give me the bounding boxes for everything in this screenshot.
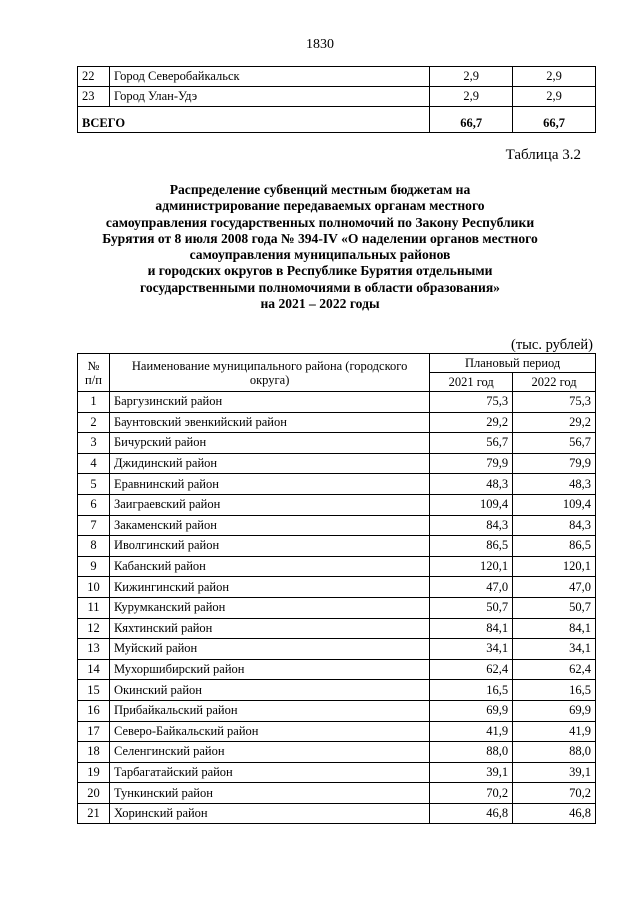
- row-2021: 46,8: [430, 803, 513, 824]
- row-name: Кижингинский район: [109, 577, 429, 598]
- row-2022: 84,3: [513, 515, 596, 536]
- table-row: [78, 474, 596, 495]
- row-2022: 56,7: [513, 433, 596, 454]
- row-number: 16: [78, 700, 110, 721]
- row-number: 19: [78, 762, 110, 783]
- row-2021: 50,7: [430, 597, 513, 618]
- row-2022: 29,2: [513, 412, 596, 433]
- row-number: 15: [78, 680, 110, 701]
- row-2021: 84,3: [430, 515, 513, 536]
- row-number: 11: [78, 597, 110, 618]
- row-2021: 47,0: [430, 577, 513, 598]
- table-row: [78, 700, 596, 721]
- row-2021: 2,9: [430, 67, 513, 87]
- row-number: 18: [78, 742, 110, 763]
- row-2022: 79,9: [513, 453, 596, 474]
- row-number: 23: [78, 87, 110, 107]
- row-name: Мухоршибирский район: [109, 659, 429, 680]
- table-row: [78, 742, 596, 763]
- header-period: Плановый период: [430, 354, 596, 373]
- row-2021: 34,1: [430, 639, 513, 660]
- row-name: Иволгинский район: [109, 536, 429, 557]
- row-name: Город Улан-Удэ: [109, 87, 429, 107]
- row-name: Северо-Байкальский район: [109, 721, 429, 742]
- table-row: [78, 536, 596, 557]
- units-label: (тыс. рублей): [511, 337, 593, 353]
- table-row: [78, 433, 596, 454]
- row-number: 6: [78, 494, 110, 515]
- row-number: 10: [78, 577, 110, 598]
- row-2021: 109,4: [430, 494, 513, 515]
- table-row: [78, 453, 596, 474]
- row-2021: 48,3: [430, 474, 513, 495]
- row-number: 9: [78, 556, 110, 577]
- row-name: Баунтовский эвенкийский район: [109, 412, 429, 433]
- row-2022: 62,4: [513, 659, 596, 680]
- row-2021: 2,9: [430, 87, 513, 107]
- row-number: 22: [78, 67, 110, 87]
- row-number: 14: [78, 659, 110, 680]
- subvention-table: [77, 353, 596, 824]
- title-line: самоуправления государственных полномочий по Закону Республики: [105, 214, 535, 230]
- row-name: Прибайкальский район: [109, 700, 429, 721]
- row-2022: 109,4: [513, 494, 596, 515]
- row-number: 2: [78, 412, 110, 433]
- row-name: Тарбагатайский район: [109, 762, 429, 783]
- row-2021: 69,9: [430, 700, 513, 721]
- row-2021: 70,2: [430, 783, 513, 804]
- row-name: Еравнинский район: [109, 474, 429, 495]
- row-2022: 2,9: [513, 67, 596, 87]
- row-name: Город Северобайкальск: [109, 67, 429, 87]
- row-number: 7: [78, 515, 110, 536]
- row-2021: 56,7: [430, 433, 513, 454]
- total-label: ВСЕГО: [78, 107, 430, 133]
- row-2022: 69,9: [513, 700, 596, 721]
- title-line: администрирование передаваемых органам местного: [155, 198, 485, 214]
- header-2022: 2022 год: [513, 373, 596, 392]
- table-label: Таблица 3.2: [505, 147, 581, 163]
- row-name: Окинский район: [109, 680, 429, 701]
- row-name: Хоринский район: [109, 803, 429, 824]
- row-number: 20: [78, 783, 110, 804]
- table-row: [78, 618, 596, 639]
- row-2022: 48,3: [513, 474, 596, 495]
- row-number: 8: [78, 536, 110, 557]
- table-row: [78, 67, 596, 87]
- row-name: Закаменский район: [109, 515, 429, 536]
- row-2022: 84,1: [513, 618, 596, 639]
- header-2021: 2021 год: [430, 373, 513, 392]
- row-2022: 50,7: [513, 597, 596, 618]
- row-name: Курумканский район: [109, 597, 429, 618]
- header-name: Наименование муниципального района (городского округа): [109, 354, 429, 392]
- page-number: 1830: [306, 37, 334, 52]
- table-row: [78, 412, 596, 433]
- row-2021: 84,1: [430, 618, 513, 639]
- title-line: и городских округов в Республике Бурятия отдельными: [147, 263, 493, 279]
- table-row: [78, 639, 596, 660]
- row-2022: 86,5: [513, 536, 596, 557]
- row-2021: 62,4: [430, 659, 513, 680]
- row-2022: 34,1: [513, 639, 596, 660]
- header-num: № п/п: [78, 354, 110, 392]
- table-row: [78, 494, 596, 515]
- total-row: [78, 107, 596, 133]
- table-row: [78, 577, 596, 598]
- title-line: государственными полномочиями в области образования»: [140, 279, 500, 295]
- row-2021: 41,9: [430, 721, 513, 742]
- row-number: 4: [78, 453, 110, 474]
- row-number: 13: [78, 639, 110, 660]
- table-row: [78, 556, 596, 577]
- table-row: [78, 783, 596, 804]
- row-2022: 75,3: [513, 392, 596, 413]
- row-2022: 88,0: [513, 742, 596, 763]
- row-2021: 86,5: [430, 536, 513, 557]
- table-row: [78, 597, 596, 618]
- table-title: [60, 182, 580, 312]
- table-row: [78, 515, 596, 536]
- row-name: Муйский район: [109, 639, 429, 660]
- row-name: Джидинский район: [109, 453, 429, 474]
- title-line: Распределение субвенций местным бюджетам на: [169, 182, 471, 197]
- row-2022: 46,8: [513, 803, 596, 824]
- row-number: 17: [78, 721, 110, 742]
- row-number: 5: [78, 474, 110, 495]
- row-2021: 39,1: [430, 762, 513, 783]
- table-row: [78, 762, 596, 783]
- row-2022: 41,9: [513, 721, 596, 742]
- row-name: Кабанский район: [109, 556, 429, 577]
- row-2021: 75,3: [430, 392, 513, 413]
- row-2021: 16,5: [430, 680, 513, 701]
- title-line: Бурятия от 8 июля 2008 года № 394-IV «О наделении органов местного: [102, 230, 538, 246]
- row-2022: 39,1: [513, 762, 596, 783]
- total-2021: 66,7: [430, 107, 513, 133]
- table-row: [78, 680, 596, 701]
- row-2022: 2,9: [513, 87, 596, 107]
- row-2021: 29,2: [430, 412, 513, 433]
- row-name: Тункинский район: [109, 783, 429, 804]
- row-name: Селенгинский район: [109, 742, 429, 763]
- row-number: 1: [78, 392, 110, 413]
- row-name: Заиграевский район: [109, 494, 429, 515]
- row-name: Баргузинский район: [109, 392, 429, 413]
- row-name: Бичурский район: [109, 433, 429, 454]
- table-row: [78, 803, 596, 824]
- row-2021: 88,0: [430, 742, 513, 763]
- row-2022: 47,0: [513, 577, 596, 598]
- previous-table-continuation: [77, 66, 596, 133]
- row-number: 12: [78, 618, 110, 639]
- total-2022: 66,7: [513, 107, 596, 133]
- row-2022: 70,2: [513, 783, 596, 804]
- table-row: [78, 392, 596, 413]
- row-number: 3: [78, 433, 110, 454]
- table-row: [78, 721, 596, 742]
- row-2022: 120,1: [513, 556, 596, 577]
- title-line: самоуправления муниципальных районов: [189, 247, 451, 263]
- row-2021: 120,1: [430, 556, 513, 577]
- title-line: на 2021 – 2022 годы: [260, 296, 380, 312]
- row-number: 21: [78, 803, 110, 824]
- row-2022: 16,5: [513, 680, 596, 701]
- row-name: Кяхтинский район: [109, 618, 429, 639]
- table-row: [78, 87, 596, 107]
- row-2021: 79,9: [430, 453, 513, 474]
- table-row: [78, 659, 596, 680]
